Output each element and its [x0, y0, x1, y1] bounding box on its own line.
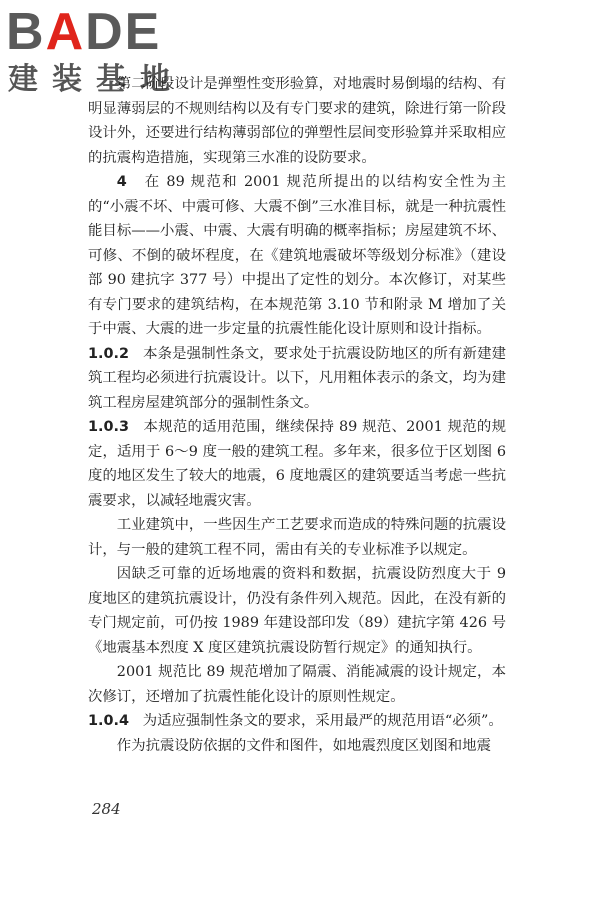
logo-accent-letter: A — [45, 3, 86, 61]
paragraph-text: 因缺乏可靠的近场地震的资料和数据，抗震设防烈度大于 9 度地区的建筑抗震设计，仍没有条件列入规范。因此，在没有新的专门规定前，可仍按 1989 年建设部印发（89）建抗字第 426 号《地震基本烈度 X 度区建筑抗震设防暂行规定》的通知执行。 — [88, 566, 506, 656]
paragraph-text: 工业建筑中，一些因生产工艺要求而造成的特殊问题的抗震设计，与一般的建筑工程不同，需由有关的专业标准予以规定。 — [88, 517, 506, 558]
paragraph-item-4 — [88, 170, 506, 342]
clause-number: 1.0.3 — [88, 419, 129, 435]
document-body — [88, 72, 506, 758]
paragraph-text: 第二阶段设计是弹塑性变形验算，对地震时易倒塌的结构、有明显薄弱层的不规则结构以及有专门要求的建筑，除进行第一阶段设计外，还要进行结构薄弱部位的弹塑性层间变形验算并采取相应的抗震构造措施，实现第三水准的设防要求。 — [88, 76, 506, 166]
page-number: 284 — [92, 800, 121, 818]
paragraph-intensity — [88, 562, 506, 660]
paragraph-2001-code — [88, 660, 506, 709]
paragraph-documents — [88, 734, 506, 759]
paragraph-text: 本条是强制性条文，要求处于抗震设防地区的所有新建建筑工程均必须进行抗震设计。以下，凡用粗体表示的条文，均为建筑工程房屋建筑部分的强制性条文。 — [88, 345, 506, 411]
paragraph-stage-two — [88, 72, 506, 170]
paragraph-text: 本规范的适用范围，继续保持 89 规范、2001 规范的规定，适用于 6～9 度一般的建筑工程。多年来，很多位于区划图 6 度的地区发生了较大的地震，6 度地震区的建筑要适当考虑一些抗震要求，以减轻地震灾害。 — [88, 419, 506, 509]
item-number: 4 — [116, 174, 127, 190]
paragraph-text: 作为抗震设防依据的文件和图件，如地震烈度区划图和地震 — [116, 737, 491, 754]
logo-brand-text: BADE — [6, 3, 162, 61]
logo-subtitle: 建装基地 — [8, 62, 184, 97]
paragraph-text: 为适应强制性条文的要求，采用最严的规范用语“必须”。 — [142, 713, 503, 729]
paragraph-text: 在 89 规范和 2001 规范所提出的以结构安全性为主的“小震不坏、中震可修、大震不倒”三水准目标，就是一种抗震性能目标——小震、中震、大震有明确的概率指标；房屋建筑不坏、可修、不倒的破坏程度，在《建筑地震破坏等级划分标准》（建设部 90 建抗字 377 号）中提出了定性的划分。本次修订，对某些有专门要求的建筑结构，在本规范第 3.10 节和附录 M 增加了关于中震、大震的进一步定量的抗震性能化设计原则和设计指标。 — [88, 174, 506, 337]
paragraph-industrial — [88, 513, 506, 562]
logo-brand — [6, 4, 161, 60]
paragraph-text: 2001 规范比 89 规范增加了隔震、消能减震的设计规定，本次修订，还增加了抗震性能化设计的原则性规定。 — [88, 664, 506, 705]
clause-number: 1.0.2 — [88, 345, 129, 362]
paragraph-clause-1-0-2 — [88, 342, 506, 416]
clause-number: 1.0.4 — [88, 713, 129, 729]
paragraph-clause-1-0-3 — [88, 415, 506, 513]
paragraph-clause-1-0-4 — [88, 709, 506, 734]
